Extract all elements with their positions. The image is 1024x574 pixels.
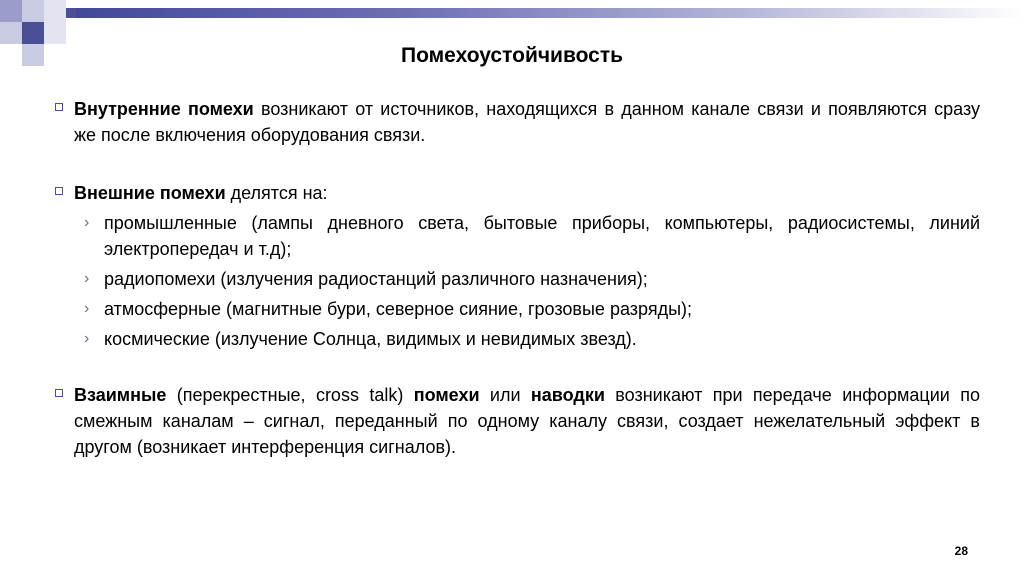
list-item	[52, 296, 980, 322]
deco-square	[22, 22, 44, 44]
deco-square	[0, 22, 22, 44]
paragraph-text: возникают при передаче информации по смежным каналам – сигнал, переданный по одному каналу связи, создает нежелательный эффект в другом (возникает интерференция сигналов).	[74, 385, 980, 457]
term-internal-noise: Внутренние помехи	[74, 99, 254, 119]
paragraph-text: делятся на:	[225, 183, 328, 203]
deco-square	[66, 8, 76, 18]
paragraph-internal-noise	[52, 96, 980, 148]
deco-square	[44, 22, 66, 44]
deco-square	[0, 0, 22, 22]
header-gradient-bar	[76, 8, 1024, 18]
term-mutual: Взаимные	[74, 385, 167, 405]
paragraph-text: возникают от источников, находящихся в данном канале связи и появляются сразу же после включения оборудования связи.	[74, 99, 981, 145]
deco-square	[22, 0, 44, 22]
paragraph-external-noise	[52, 180, 980, 206]
square-bullet-icon	[55, 389, 63, 397]
page-number: 28	[954, 544, 968, 558]
slide-title: Помехоустойчивость	[400, 44, 624, 67]
square-bullet-icon	[55, 187, 63, 195]
list-item-text: атмосферные (магнитные бури, северное сияние, грозовые разряды);	[104, 299, 693, 319]
term-external-noise: Внешние помехи	[74, 183, 226, 203]
arrow-bullet-icon: ›	[84, 214, 90, 231]
arrow-bullet-icon: ›	[84, 330, 90, 347]
list-item	[52, 210, 980, 262]
arrow-bullet-icon: ›	[84, 300, 90, 317]
term-noise: помехи	[413, 385, 480, 405]
list-item	[52, 326, 980, 352]
arrow-bullet-icon: ›	[84, 270, 90, 287]
paragraph-text: (перекрестные, cross talk)	[166, 385, 414, 405]
list-item-text: радиопомехи (излучения радиостанций различного назначения);	[104, 269, 648, 289]
slide-content	[52, 96, 980, 460]
term-crosstalk: наводки	[530, 385, 605, 405]
list-item-text: промышленные (лампы дневного света, бытовые приборы, компьютеры, радиосистемы, линий электропередач и т.д);	[104, 213, 980, 259]
list-item-text: космические (излучение Солнца, видимых и невидимых звезд).	[104, 329, 637, 349]
list-item	[52, 266, 980, 292]
deco-square	[44, 0, 66, 22]
square-bullet-icon	[55, 103, 63, 111]
paragraph-mutual-noise	[52, 382, 980, 460]
paragraph-text: или	[479, 385, 531, 405]
